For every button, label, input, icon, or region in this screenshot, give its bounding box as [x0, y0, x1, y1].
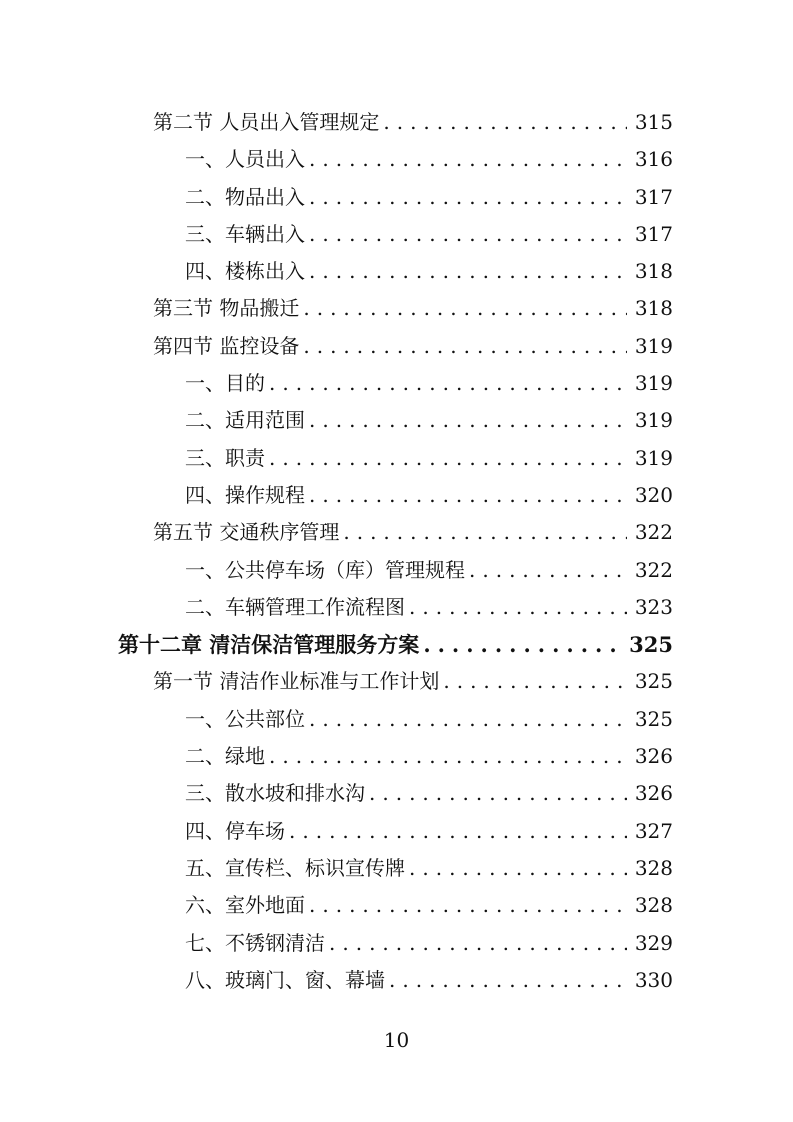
toc-entry-label: 四、楼栋出入: [185, 259, 305, 284]
dot-leader: [309, 253, 627, 290]
toc-entry-page-number: 325: [629, 632, 673, 658]
toc-entry-label: 三、职责: [185, 445, 265, 470]
toc-entry-page-number: 316: [634, 147, 673, 172]
toc-entry-page-number: 319: [634, 408, 673, 433]
table-of-contents: [118, 104, 673, 999]
toc-entry-label: 第五节 交通秩序管理: [153, 520, 340, 545]
dot-leader: [309, 402, 627, 439]
page-number: 10: [383, 1028, 410, 1052]
toc-entry-label: 五、宣传栏、标识宣传牌: [185, 855, 405, 880]
toc-entry-label: 二、车辆管理工作流程图: [185, 594, 405, 619]
dot-leader: [309, 141, 627, 178]
toc-entry-page-number: 319: [634, 333, 673, 358]
toc-entry-label: 六、室外地面: [185, 893, 305, 918]
toc-entry-page-number: 323: [634, 594, 673, 619]
toc-entry[interactable]: [153, 290, 673, 327]
toc-entry-page-number: 319: [634, 445, 673, 470]
toc-entry-page-number: 328: [634, 855, 673, 880]
dot-leader: [269, 365, 627, 402]
toc-entry-page-number: 318: [634, 296, 673, 321]
toc-entry-page-number: 319: [634, 371, 673, 396]
toc-entry-page-number: 317: [634, 221, 673, 246]
toc-entry-label: 二、适用范围: [185, 408, 305, 433]
toc-entry-label: 七、不锈钢清洁: [185, 930, 325, 955]
toc-entry[interactable]: [185, 365, 673, 402]
dot-leader: [309, 887, 627, 924]
toc-entry[interactable]: [185, 141, 673, 178]
toc-entry[interactable]: [185, 440, 673, 477]
toc-entry[interactable]: [185, 701, 673, 738]
dot-leader: [309, 216, 627, 253]
toc-entry-page-number: 330: [634, 967, 673, 992]
dot-leader: [309, 477, 627, 514]
toc-entry[interactable]: [185, 402, 673, 439]
toc-entry-page-number: 326: [634, 781, 673, 806]
toc-entry-label: 一、公共停车场（库）管理规程: [185, 557, 465, 582]
dot-leader: [423, 626, 621, 663]
toc-entry[interactable]: [185, 738, 673, 775]
toc-entry-label: 一、人员出入: [185, 147, 305, 172]
toc-entry[interactable]: [185, 589, 673, 626]
toc-entry-page-number: 317: [634, 184, 673, 209]
dot-leader: [309, 701, 627, 738]
dot-leader: [389, 962, 627, 999]
toc-entry[interactable]: [185, 962, 673, 999]
dot-leader: [343, 514, 626, 551]
toc-entry[interactable]: [185, 887, 673, 924]
dot-leader: [303, 290, 626, 327]
dot-leader: [383, 104, 626, 141]
toc-entry[interactable]: [185, 216, 673, 253]
toc-entry[interactable]: [153, 514, 673, 551]
toc-entry-page-number: 322: [634, 557, 673, 582]
toc-entry[interactable]: [153, 663, 673, 700]
toc-entry[interactable]: [153, 104, 673, 141]
toc-entry-page-number: 315: [634, 110, 673, 134]
toc-entry-label: 三、车辆出入: [185, 221, 305, 246]
toc-entry[interactable]: [118, 626, 673, 663]
page-footer: [0, 1022, 793, 1059]
toc-entry[interactable]: [185, 925, 673, 962]
toc-entry-label: 二、物品出入: [185, 184, 305, 209]
toc-entry-label: 一、目的: [185, 371, 265, 396]
toc-entry-label: 二、绿地: [185, 744, 265, 769]
toc-entry-label: 第四节 监控设备: [153, 333, 300, 358]
dot-leader: [409, 850, 627, 887]
toc-entry-page-number: 318: [634, 259, 673, 284]
toc-entry[interactable]: [185, 179, 673, 216]
dot-leader: [309, 179, 627, 216]
toc-entry[interactable]: [185, 552, 673, 589]
toc-entry[interactable]: [185, 850, 673, 887]
toc-entry-page-number: 325: [634, 706, 673, 731]
dot-leader: [269, 440, 627, 477]
toc-entry-label: 四、操作规程: [185, 482, 305, 507]
dot-leader: [289, 813, 627, 850]
toc-entry-page-number: 320: [634, 482, 673, 507]
dot-leader: [369, 775, 627, 812]
toc-entry-label: 八、玻璃门、窗、幕墙: [185, 967, 385, 992]
toc-entry-page-number: 327: [634, 818, 673, 843]
toc-entry-label: 三、散水坡和排水沟: [185, 781, 365, 806]
toc-entry-label: 四、停车场: [185, 818, 285, 843]
toc-entry-label: 第三节 物品搬迁: [153, 296, 300, 321]
toc-entry-page-number: 328: [634, 893, 673, 918]
dot-leader: [469, 552, 627, 589]
dot-leader: [409, 589, 627, 626]
toc-entry-label: 一、公共部位: [185, 706, 305, 731]
toc-entry-page-number: 325: [634, 669, 673, 694]
toc-entry-label: 第一节 清洁作业标准与工作计划: [153, 669, 440, 694]
toc-entry[interactable]: [153, 328, 673, 365]
dot-leader: [329, 925, 627, 962]
toc-entry-label: 第十二章 清洁保洁管理服务方案: [118, 632, 420, 658]
toc-entry[interactable]: [185, 477, 673, 514]
dot-leader: [443, 663, 626, 700]
toc-entry[interactable]: [185, 813, 673, 850]
toc-entry-page-number: 326: [634, 744, 673, 769]
toc-entry-page-number: 329: [634, 930, 673, 955]
toc-entry-label: 第二节 人员出入管理规定: [153, 110, 380, 134]
toc-entry[interactable]: [185, 253, 673, 290]
toc-entry[interactable]: [185, 775, 673, 812]
dot-leader: [303, 328, 626, 365]
dot-leader: [269, 738, 627, 775]
toc-entry-page-number: 322: [634, 520, 673, 545]
